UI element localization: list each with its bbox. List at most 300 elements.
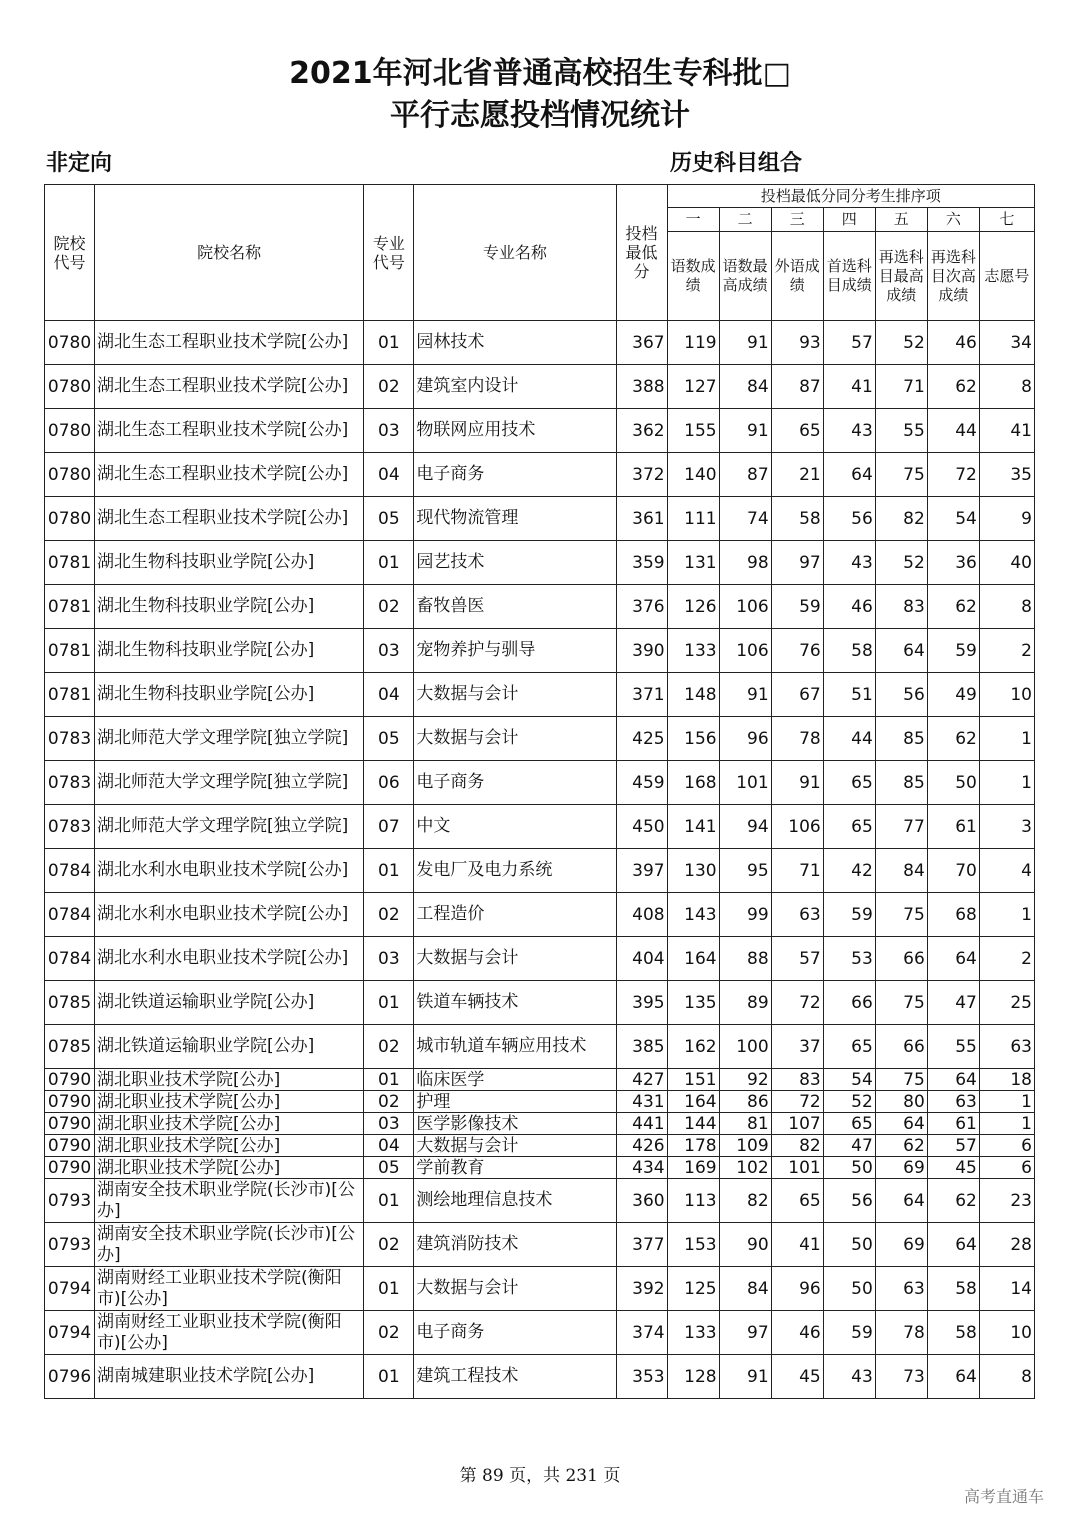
elective-highest-cell: 69	[875, 1157, 927, 1179]
min-score-cell: 459	[616, 761, 667, 805]
major-code-cell: 01	[364, 541, 414, 585]
chinese-math-score-cell: 125	[667, 1267, 719, 1311]
primary-subject-cell: 50	[823, 1223, 875, 1267]
school-code-cell: 0781	[45, 585, 95, 629]
header-order-4: 四	[823, 208, 875, 232]
elective-second-cell: 36	[927, 541, 979, 585]
school-code-cell: 0780	[45, 365, 95, 409]
chinese-math-score-cell: 164	[667, 1091, 719, 1113]
elective-highest-cell: 73	[875, 1355, 927, 1399]
school-name-cell: 湖南安全技术职业学院(长沙市)[公办]	[95, 1179, 364, 1223]
elective-second-cell: 64	[927, 1069, 979, 1091]
elective-second-cell: 63	[927, 1091, 979, 1113]
min-score-cell: 425	[616, 717, 667, 761]
header-order-7: 七	[979, 208, 1034, 232]
elective-second-cell: 64	[927, 1355, 979, 1399]
elective-highest-cell: 64	[875, 1113, 927, 1135]
table-row	[45, 321, 1035, 365]
header-school-code: 院校代号	[45, 185, 95, 321]
elective-highest-cell: 63	[875, 1267, 927, 1311]
min-score-cell: 431	[616, 1091, 667, 1113]
major-name-cell: 建筑室内设计	[414, 365, 616, 409]
foreign-language-cell: 83	[771, 1069, 823, 1091]
elective-highest-cell: 84	[875, 849, 927, 893]
header-order-3: 三	[771, 208, 823, 232]
school-name-cell: 湖北师范大学文理学院[独立学院]	[95, 717, 364, 761]
chinese-math-max-cell: 89	[719, 981, 771, 1025]
chinese-math-max-cell: 106	[719, 585, 771, 629]
major-code-cell: 04	[364, 1135, 414, 1157]
foreign-language-cell: 21	[771, 453, 823, 497]
major-name-cell: 电子商务	[414, 453, 616, 497]
major-code-cell: 02	[364, 1025, 414, 1069]
foreign-language-cell: 45	[771, 1355, 823, 1399]
chinese-math-max-cell: 86	[719, 1091, 771, 1113]
header-order-5: 五	[875, 208, 927, 232]
preference-number-cell: 10	[979, 673, 1034, 717]
major-name-cell: 测绘地理信息技术	[414, 1179, 616, 1223]
school-code-cell: 0784	[45, 937, 95, 981]
elective-highest-cell: 55	[875, 409, 927, 453]
chinese-math-score-cell: 144	[667, 1113, 719, 1135]
school-code-cell: 0781	[45, 541, 95, 585]
school-name-cell: 湖北生物科技职业学院[公办]	[95, 541, 364, 585]
chinese-math-max-cell: 106	[719, 629, 771, 673]
header-subject-3: 外语成绩	[771, 232, 823, 321]
chinese-math-max-cell: 100	[719, 1025, 771, 1069]
chinese-math-score-cell: 133	[667, 629, 719, 673]
elective-highest-cell: 66	[875, 1025, 927, 1069]
school-code-cell: 0796	[45, 1355, 95, 1399]
chinese-math-score-cell: 127	[667, 365, 719, 409]
elective-highest-cell: 85	[875, 717, 927, 761]
elective-highest-cell: 83	[875, 585, 927, 629]
chinese-math-score-cell: 135	[667, 981, 719, 1025]
page-title-line2: 平行志愿投档情况统计	[390, 98, 690, 133]
header-order-6: 六	[927, 208, 979, 232]
table-row	[45, 1355, 1035, 1399]
foreign-language-cell: 93	[771, 321, 823, 365]
school-name-cell: 湖北职业技术学院[公办]	[95, 1113, 364, 1135]
elective-highest-cell: 64	[875, 629, 927, 673]
school-code-cell: 0784	[45, 849, 95, 893]
table-row	[45, 1223, 1035, 1267]
primary-subject-cell: 64	[823, 453, 875, 497]
table-row	[45, 1069, 1035, 1091]
major-code-cell: 03	[364, 1113, 414, 1135]
chinese-math-max-cell: 74	[719, 497, 771, 541]
header-tiebreak-group: 投档最低分同分考生排序项	[667, 185, 1034, 208]
major-name-cell: 学前教育	[414, 1157, 616, 1179]
elective-second-cell: 57	[927, 1135, 979, 1157]
preference-number-cell: 28	[979, 1223, 1034, 1267]
chinese-math-score-cell: 133	[667, 1311, 719, 1355]
foreign-language-cell: 65	[771, 1179, 823, 1223]
primary-subject-cell: 65	[823, 805, 875, 849]
school-code-cell: 0783	[45, 805, 95, 849]
min-score-cell: 388	[616, 365, 667, 409]
school-name-cell: 湖北职业技术学院[公办]	[95, 1135, 364, 1157]
foreign-language-cell: 65	[771, 409, 823, 453]
primary-subject-cell: 56	[823, 1179, 875, 1223]
chinese-math-max-cell: 87	[719, 453, 771, 497]
primary-subject-cell: 41	[823, 365, 875, 409]
min-score-cell: 427	[616, 1069, 667, 1091]
preference-number-cell: 6	[979, 1135, 1034, 1157]
primary-subject-cell: 66	[823, 981, 875, 1025]
chinese-math-max-cell: 88	[719, 937, 771, 981]
major-name-cell: 工程造价	[414, 893, 616, 937]
chinese-math-max-cell: 82	[719, 1179, 771, 1223]
chinese-math-max-cell: 99	[719, 893, 771, 937]
preference-number-cell: 1	[979, 717, 1034, 761]
table-row	[45, 937, 1035, 981]
major-name-cell: 大数据与会计	[414, 1267, 616, 1311]
elective-second-cell: 50	[927, 761, 979, 805]
min-score-cell: 450	[616, 805, 667, 849]
header-subject-1: 语数成绩	[667, 232, 719, 321]
elective-second-cell: 47	[927, 981, 979, 1025]
table-row	[45, 409, 1035, 453]
chinese-math-score-cell: 140	[667, 453, 719, 497]
preference-number-cell: 9	[979, 497, 1034, 541]
foreign-language-cell: 63	[771, 893, 823, 937]
chinese-math-score-cell: 164	[667, 937, 719, 981]
school-code-cell: 0781	[45, 673, 95, 717]
school-code-cell: 0780	[45, 321, 95, 365]
primary-subject-cell: 43	[823, 409, 875, 453]
major-name-cell: 铁道车辆技术	[414, 981, 616, 1025]
major-name-cell: 现代物流管理	[414, 497, 616, 541]
header-subject-7: 志愿号	[979, 232, 1034, 321]
major-code-cell: 01	[364, 1179, 414, 1223]
school-code-cell: 0790	[45, 1113, 95, 1135]
major-name-cell: 大数据与会计	[414, 673, 616, 717]
school-name-cell: 湖北水利水电职业技术学院[公办]	[95, 893, 364, 937]
table-row	[45, 1157, 1035, 1179]
table-row	[45, 453, 1035, 497]
header-order-2: 二	[719, 208, 771, 232]
foreign-language-cell: 41	[771, 1223, 823, 1267]
foreign-language-cell: 46	[771, 1311, 823, 1355]
major-code-cell: 07	[364, 805, 414, 849]
school-name-cell: 湖北职业技术学院[公办]	[95, 1069, 364, 1091]
school-name-cell: 湖南财经工业职业技术学院(衡阳市)[公办]	[95, 1311, 364, 1355]
major-code-cell: 02	[364, 1311, 414, 1355]
min-score-cell: 372	[616, 453, 667, 497]
school-name-cell: 湖北职业技术学院[公办]	[95, 1091, 364, 1113]
min-score-cell: 371	[616, 673, 667, 717]
major-code-cell: 04	[364, 673, 414, 717]
major-name-cell: 发电厂及电力系统	[414, 849, 616, 893]
preference-number-cell: 8	[979, 585, 1034, 629]
watermark: 高考直通车	[964, 1487, 1045, 1506]
foreign-language-cell: 101	[771, 1157, 823, 1179]
min-score-cell: 367	[616, 321, 667, 365]
table-row	[45, 981, 1035, 1025]
table-row	[45, 1091, 1035, 1113]
foreign-language-cell: 91	[771, 761, 823, 805]
header-subject-5: 再选科目最高成绩	[875, 232, 927, 321]
elective-highest-cell: 75	[875, 981, 927, 1025]
subtitle-subject-group: 历史科目组合	[670, 151, 803, 176]
chinese-math-max-cell: 84	[719, 1267, 771, 1311]
min-score-cell: 385	[616, 1025, 667, 1069]
major-name-cell: 城市轨道车辆应用技术	[414, 1025, 616, 1069]
major-code-cell: 01	[364, 849, 414, 893]
elective-second-cell: 46	[927, 321, 979, 365]
foreign-language-cell: 72	[771, 981, 823, 1025]
major-code-cell: 02	[364, 365, 414, 409]
table-row	[45, 1267, 1035, 1311]
subtitle-category: 非定向	[46, 151, 113, 176]
elective-highest-cell: 78	[875, 1311, 927, 1355]
elective-second-cell: 58	[927, 1311, 979, 1355]
major-code-cell: 02	[364, 1091, 414, 1113]
major-code-cell: 01	[364, 1069, 414, 1091]
school-name-cell: 湖北铁道运输职业学院[公办]	[95, 1025, 364, 1069]
school-code-cell: 0784	[45, 893, 95, 937]
primary-subject-cell: 65	[823, 1113, 875, 1135]
min-score-cell: 390	[616, 629, 667, 673]
page-footer: 第 89 页，共 231 页	[459, 1466, 621, 1486]
school-name-cell: 湖北生物科技职业学院[公办]	[95, 585, 364, 629]
preference-number-cell: 34	[979, 321, 1034, 365]
school-code-cell: 0781	[45, 629, 95, 673]
primary-subject-cell: 52	[823, 1091, 875, 1113]
preference-number-cell: 10	[979, 1311, 1034, 1355]
min-score-cell: 397	[616, 849, 667, 893]
foreign-language-cell: 72	[771, 1091, 823, 1113]
preference-number-cell: 8	[979, 365, 1034, 409]
foreign-language-cell: 97	[771, 541, 823, 585]
school-name-cell: 湖南安全技术职业学院(长沙市)[公办]	[95, 1223, 364, 1267]
elective-highest-cell: 77	[875, 805, 927, 849]
table-row	[45, 1311, 1035, 1355]
preference-number-cell: 1	[979, 893, 1034, 937]
chinese-math-max-cell: 90	[719, 1223, 771, 1267]
preference-number-cell: 63	[979, 1025, 1034, 1069]
table-row	[45, 365, 1035, 409]
elective-second-cell: 61	[927, 1113, 979, 1135]
chinese-math-score-cell: 169	[667, 1157, 719, 1179]
primary-subject-cell: 54	[823, 1069, 875, 1091]
chinese-math-score-cell: 162	[667, 1025, 719, 1069]
major-name-cell: 畜牧兽医	[414, 585, 616, 629]
major-code-cell: 05	[364, 497, 414, 541]
table-row	[45, 1135, 1035, 1157]
school-name-cell: 湖北生态工程职业技术学院[公办]	[95, 453, 364, 497]
major-code-cell: 04	[364, 453, 414, 497]
primary-subject-cell: 58	[823, 629, 875, 673]
elective-second-cell: 68	[927, 893, 979, 937]
elective-highest-cell: 75	[875, 893, 927, 937]
preference-number-cell: 35	[979, 453, 1034, 497]
foreign-language-cell: 78	[771, 717, 823, 761]
chinese-math-score-cell: 111	[667, 497, 719, 541]
major-name-cell: 电子商务	[414, 1311, 616, 1355]
header-subject-2: 语数最高成绩	[719, 232, 771, 321]
major-code-cell: 01	[364, 1267, 414, 1311]
elective-second-cell: 54	[927, 497, 979, 541]
major-name-cell: 大数据与会计	[414, 1135, 616, 1157]
school-name-cell: 湖北铁道运输职业学院[公办]	[95, 981, 364, 1025]
school-code-cell: 0793	[45, 1179, 95, 1223]
elective-second-cell: 64	[927, 937, 979, 981]
elective-second-cell: 62	[927, 1179, 979, 1223]
primary-subject-cell: 59	[823, 1311, 875, 1355]
min-score-cell: 426	[616, 1135, 667, 1157]
school-code-cell: 0780	[45, 453, 95, 497]
min-score-cell: 404	[616, 937, 667, 981]
elective-highest-cell: 80	[875, 1091, 927, 1113]
foreign-language-cell: 96	[771, 1267, 823, 1311]
min-score-cell: 441	[616, 1113, 667, 1135]
school-name-cell: 湖北水利水电职业技术学院[公办]	[95, 937, 364, 981]
major-name-cell: 大数据与会计	[414, 937, 616, 981]
elective-highest-cell: 62	[875, 1135, 927, 1157]
table-row	[45, 1025, 1035, 1069]
major-name-cell: 大数据与会计	[414, 717, 616, 761]
foreign-language-cell: 106	[771, 805, 823, 849]
major-name-cell: 医学影像技术	[414, 1113, 616, 1135]
header-order-1: 一	[667, 208, 719, 232]
primary-subject-cell: 50	[823, 1157, 875, 1179]
school-code-cell: 0790	[45, 1069, 95, 1091]
major-name-cell: 物联网应用技术	[414, 409, 616, 453]
elective-highest-cell: 52	[875, 541, 927, 585]
primary-subject-cell: 47	[823, 1135, 875, 1157]
school-name-cell: 湖北生物科技职业学院[公办]	[95, 629, 364, 673]
chinese-math-score-cell: 130	[667, 849, 719, 893]
major-code-cell: 05	[364, 1157, 414, 1179]
header-school-name: 院校名称	[95, 185, 364, 321]
elective-second-cell: 72	[927, 453, 979, 497]
elective-highest-cell: 71	[875, 365, 927, 409]
chinese-math-max-cell: 91	[719, 321, 771, 365]
school-name-cell: 湖北生态工程职业技术学院[公办]	[95, 497, 364, 541]
header-min-score: 投档最低分	[616, 185, 667, 321]
chinese-math-max-cell: 94	[719, 805, 771, 849]
chinese-math-max-cell: 98	[719, 541, 771, 585]
preference-number-cell: 8	[979, 1355, 1034, 1399]
table-row	[45, 849, 1035, 893]
chinese-math-max-cell: 97	[719, 1311, 771, 1355]
min-score-cell: 395	[616, 981, 667, 1025]
elective-second-cell: 62	[927, 717, 979, 761]
chinese-math-max-cell: 101	[719, 761, 771, 805]
elective-second-cell: 61	[927, 805, 979, 849]
table-row	[45, 629, 1035, 673]
school-code-cell: 0794	[45, 1267, 95, 1311]
preference-number-cell: 18	[979, 1069, 1034, 1091]
major-name-cell: 园艺技术	[414, 541, 616, 585]
chinese-math-score-cell: 153	[667, 1223, 719, 1267]
elective-second-cell: 55	[927, 1025, 979, 1069]
school-code-cell: 0785	[45, 1025, 95, 1069]
school-name-cell: 湖南财经工业职业技术学院(衡阳市)[公办]	[95, 1267, 364, 1311]
header-subject-6: 再选科目次高成绩	[927, 232, 979, 321]
foreign-language-cell: 87	[771, 365, 823, 409]
elective-highest-cell: 66	[875, 937, 927, 981]
major-code-cell: 03	[364, 629, 414, 673]
preference-number-cell: 14	[979, 1267, 1034, 1311]
chinese-math-max-cell: 84	[719, 365, 771, 409]
min-score-cell: 434	[616, 1157, 667, 1179]
chinese-math-max-cell: 81	[719, 1113, 771, 1135]
major-code-cell: 02	[364, 893, 414, 937]
school-name-cell: 湖南城建职业技术学院[公办]	[95, 1355, 364, 1399]
elective-highest-cell: 56	[875, 673, 927, 717]
elective-second-cell: 70	[927, 849, 979, 893]
major-name-cell: 建筑消防技术	[414, 1223, 616, 1267]
elective-second-cell: 62	[927, 585, 979, 629]
school-code-cell: 0790	[45, 1135, 95, 1157]
major-name-cell: 护理	[414, 1091, 616, 1113]
chinese-math-max-cell: 96	[719, 717, 771, 761]
foreign-language-cell: 67	[771, 673, 823, 717]
min-score-cell: 362	[616, 409, 667, 453]
chinese-math-score-cell: 126	[667, 585, 719, 629]
school-name-cell: 湖北生态工程职业技术学院[公办]	[95, 409, 364, 453]
major-name-cell: 中文	[414, 805, 616, 849]
primary-subject-cell: 44	[823, 717, 875, 761]
school-code-cell: 0780	[45, 497, 95, 541]
foreign-language-cell: 107	[771, 1113, 823, 1135]
preference-number-cell: 3	[979, 805, 1034, 849]
school-code-cell: 0785	[45, 981, 95, 1025]
foreign-language-cell: 71	[771, 849, 823, 893]
chinese-math-score-cell: 131	[667, 541, 719, 585]
table-row	[45, 541, 1035, 585]
min-score-cell: 392	[616, 1267, 667, 1311]
preference-number-cell: 2	[979, 937, 1034, 981]
primary-subject-cell: 51	[823, 673, 875, 717]
school-code-cell: 0790	[45, 1091, 95, 1113]
chinese-math-max-cell: 109	[719, 1135, 771, 1157]
chinese-math-score-cell: 113	[667, 1179, 719, 1223]
chinese-math-max-cell: 95	[719, 849, 771, 893]
chinese-math-score-cell: 156	[667, 717, 719, 761]
admission-table	[44, 184, 1035, 1399]
min-score-cell: 353	[616, 1355, 667, 1399]
foreign-language-cell: 76	[771, 629, 823, 673]
elective-highest-cell: 52	[875, 321, 927, 365]
header-major-name: 专业名称	[414, 185, 616, 321]
elective-highest-cell: 75	[875, 1069, 927, 1091]
major-code-cell: 03	[364, 937, 414, 981]
table-row	[45, 805, 1035, 849]
chinese-math-score-cell: 128	[667, 1355, 719, 1399]
primary-subject-cell: 50	[823, 1267, 875, 1311]
school-name-cell: 湖北生态工程职业技术学院[公办]	[95, 321, 364, 365]
preference-number-cell: 41	[979, 409, 1034, 453]
primary-subject-cell: 56	[823, 497, 875, 541]
school-code-cell: 0783	[45, 717, 95, 761]
min-score-cell: 374	[616, 1311, 667, 1355]
chinese-math-max-cell: 91	[719, 1355, 771, 1399]
chinese-math-score-cell: 148	[667, 673, 719, 717]
school-code-cell: 0793	[45, 1223, 95, 1267]
major-name-cell: 临床医学	[414, 1069, 616, 1091]
school-name-cell: 湖北师范大学文理学院[独立学院]	[95, 761, 364, 805]
preference-number-cell: 1	[979, 1113, 1034, 1135]
min-score-cell: 408	[616, 893, 667, 937]
table-row	[45, 893, 1035, 937]
primary-subject-cell: 57	[823, 321, 875, 365]
foreign-language-cell: 82	[771, 1135, 823, 1157]
elective-second-cell: 44	[927, 409, 979, 453]
